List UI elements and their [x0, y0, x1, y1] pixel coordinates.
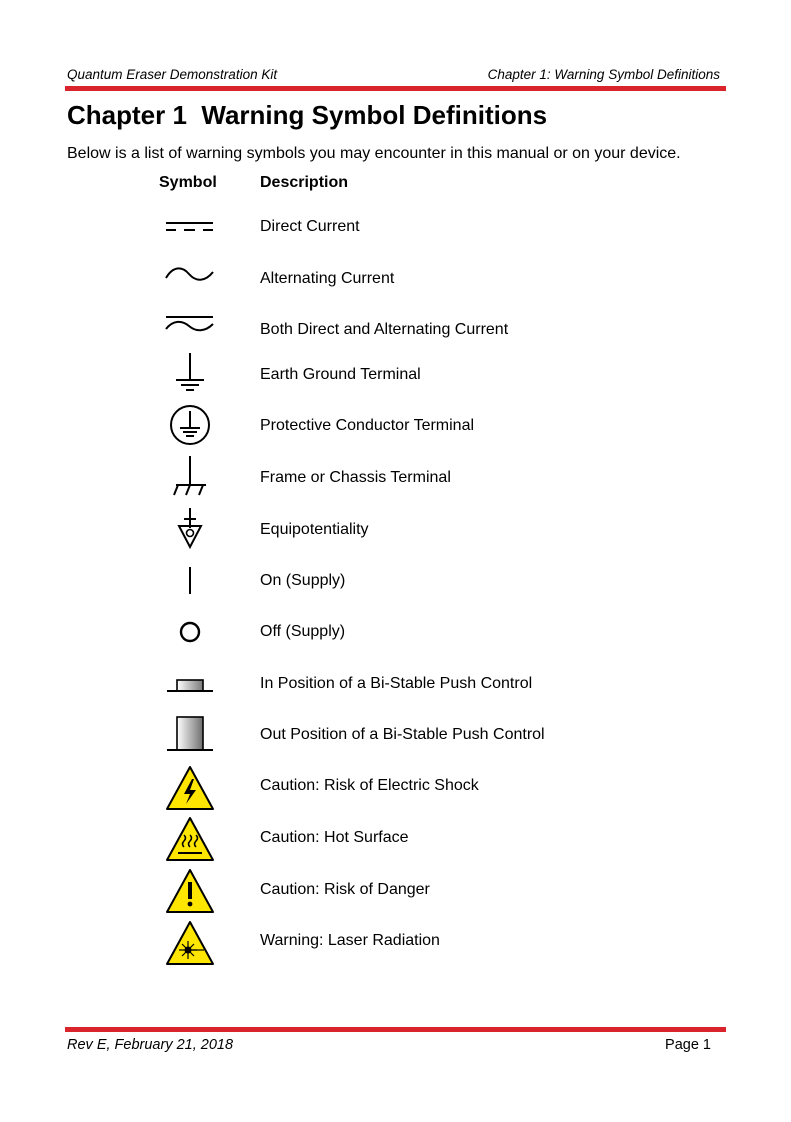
symbol-description: Alternating Current — [260, 270, 395, 287]
symbol-description: In Position of a Bi-Stable Push Control — [260, 675, 533, 692]
earth-ground-icon — [160, 350, 220, 400]
symbol-description: Off (Supply) — [260, 623, 346, 640]
laser-radiation-warning-icon — [160, 919, 220, 969]
symbol-row-earth-ground — [150, 350, 710, 400]
symbol-row-off-supply — [150, 613, 710, 663]
on-supply-icon — [160, 562, 220, 612]
symbol-row-equipotentiality — [150, 505, 710, 555]
symbol-row-frame-chassis — [150, 453, 710, 503]
symbol-description: Warning: Laser Radiation — [260, 932, 440, 949]
header-chapter-title: Chapter 1: Warning Symbol Definitions — [487, 67, 720, 82]
symbol-column-header: Symbol — [159, 174, 217, 191]
symbol-row-alternating-current — [150, 262, 710, 312]
symbol-row-laser — [150, 919, 710, 969]
symbol-description: Caution: Risk of Electric Shock — [260, 777, 479, 794]
description-column-header: Description — [260, 174, 349, 191]
symbol-row-electric-shock — [150, 764, 710, 814]
symbol-row-on-supply — [150, 562, 710, 612]
symbol-row-direct-current — [150, 210, 710, 260]
intro-text: Below is a list of warning symbols you may encounter in this manual or on your device. — [67, 145, 681, 162]
symbol-row-danger — [150, 867, 710, 917]
symbol-row-protective-conductor — [150, 401, 710, 451]
symbol-description: On (Supply) — [260, 572, 346, 589]
protective-conductor-icon — [160, 401, 220, 451]
symbol-description: Out Position of a Bi-Stable Push Control — [260, 726, 545, 743]
symbol-row-push-out — [150, 714, 710, 764]
general-danger-warning-icon — [160, 867, 220, 917]
page-header — [67, 67, 720, 85]
symbol-description: Caution: Hot Surface — [260, 829, 409, 846]
header-rule — [65, 86, 726, 91]
symbol-description: Caution: Risk of Danger — [260, 881, 430, 898]
symbol-description: Protective Conductor Terminal — [260, 417, 475, 434]
symbol-description: Equipotentiality — [260, 521, 369, 538]
symbol-description: Direct Current — [260, 218, 360, 235]
symbol-description: Both Direct and Alternating Current — [260, 321, 509, 338]
header-doc-title: Quantum Eraser Demonstration Kit — [67, 67, 278, 82]
direct-current-icon — [160, 210, 220, 260]
alternating-current-icon — [160, 262, 220, 312]
symbol-row-hot-surface — [150, 815, 710, 865]
footer-revision: Rev E, February 21, 2018 — [67, 1037, 234, 1053]
symbol-row-push-in — [150, 665, 710, 715]
off-supply-icon — [160, 613, 220, 663]
equipotentiality-icon — [160, 505, 220, 555]
symbol-description: Earth Ground Terminal — [260, 366, 421, 383]
electric-shock-warning-icon — [160, 764, 220, 814]
push-control-in-icon — [160, 665, 220, 715]
footer-rule — [65, 1027, 726, 1032]
footer-page-number: Page 1 — [665, 1037, 711, 1053]
hot-surface-warning-icon — [160, 815, 220, 865]
page-title: Chapter 1 Warning Symbol Definitions — [67, 100, 548, 130]
push-control-out-icon — [160, 714, 220, 764]
frame-chassis-icon — [160, 453, 220, 503]
symbol-description: Frame or Chassis Terminal — [260, 469, 451, 486]
